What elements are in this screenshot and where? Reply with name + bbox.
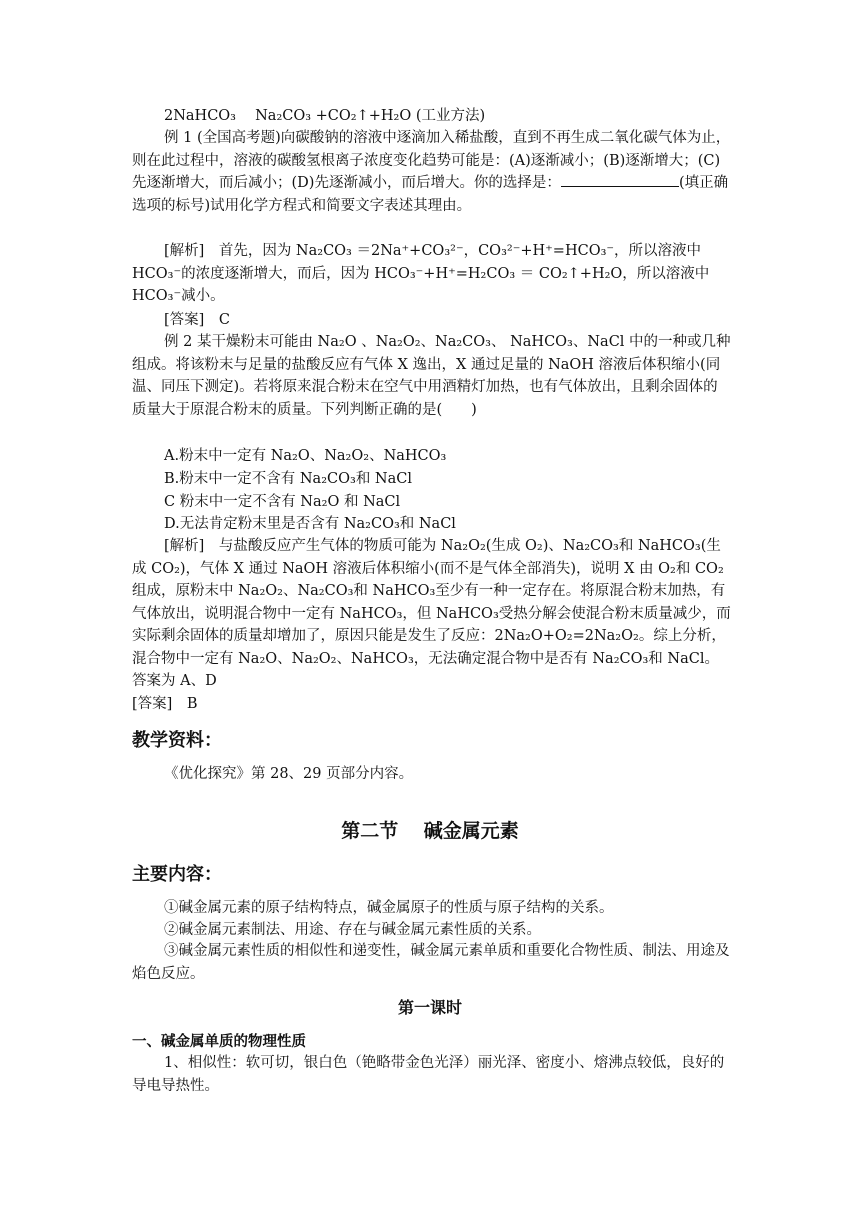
example-2-answer: [答案] B (132, 696, 198, 712)
materials-heading: 教学资料： (132, 730, 222, 751)
example-1-text: 例 1 (全国高考题)向碳酸钠的溶液中逐滴加入稀盐酸，直到不再生成二氧化碳气体为止，则在此过程中，溶液的碳酸氢根离子浓度变化趋势可能是：(A)逐渐减小；(B)逐渐增大；(C)先逐渐增大，而后减小；(D)先逐渐减小，而后增大。你的选择是： (132, 130, 731, 191)
option-c: C 粉末中一定不含有 Na₂O 和 NaCl (164, 494, 401, 510)
example-1-analysis: [解析] 首先，因为 Na₂CO₃ ＝2Na⁺+CO₃²⁻，CO₃²⁻+H⁺=HCO₃⁻，所以溶液中 HCO₃⁻的浓度逐渐增大，而后，因为 HCO₃⁻+H⁺=H₂CO₃ ＝ CO₂↑+H₂O，所以溶液中 HCO₃⁻减小。 (132, 243, 710, 304)
option-d: D.无法肯定粉末里是否含有 Na₂CO₃和 NaCl (164, 516, 456, 532)
reaction-equation: 2NaHCO₃ Na₂CO₃ +CO₂↑+H₂O (工业方法) (164, 108, 486, 124)
content-item-2: ②碱金属元素制法、用途、存在与碱金属元素性质的关系。 (164, 922, 541, 938)
physical-properties-heading: 一、碱金属单质的物理性质 (132, 1034, 306, 1050)
answer-blank (561, 172, 679, 187)
section-title: 第二节 碱金属元素 (341, 820, 519, 842)
example-1 (132, 127, 732, 217)
content-item-3: ③碱金属元素性质的相似性和递变性，碱金属元素单质和重要化合物性质、制法、用途及焰色反应。 (132, 943, 730, 982)
example-1-text-end: (填正确选项的标号)试用化学方程式和简要文字表述其理由。 (132, 175, 729, 214)
example-1-answer: [答案] C (164, 312, 230, 328)
lesson-title: 第一课时 (397, 998, 462, 1017)
main-content-heading: 主要内容： (132, 864, 222, 885)
example-2: 例 2 某干燥粉末可能由 Na₂O 、Na₂O₂、Na₂CO₃、 NaHCO₃、NaCl 中的一种或几种组成。将该粉末与足量的盐酸反应有气体 X 逸出，X 通过足量的 NaOH 溶液后体积缩小(同温、同压下测定)。若将原来混合粉末在空气中用酒精灯加热，也有气体放出，且剩余固体的质量大于原混合粉末的质量。下列判断正确的是( ) (132, 334, 731, 418)
example-2-analysis: [解析] 与盐酸反应产生气体的物质可能为 Na₂O₂(生成 O₂)、Na₂CO₃和 NaHCO₃(生成 CO₂)，气体 X 通过 NaOH 溶液后体积缩小(而不是气体全部消失)，说明 X 由 O₂和 CO₂组成，原粉末中 Na₂O₂、Na₂CO₃和 NaHCO₃至少有一种一定存在。将原混合粉末加热，有气体放出，说明混合物中一定有 NaHCO₃，但 NaHCO₃受热分解会使混合粉末质量减少，而实际剩余固体的质量却增加了，原因只能是发生了反应：2Na₂O+O₂=2Na₂O₂。综上分析，混合物中一定有 Na₂O、Na₂O₂、NaHCO₃，无法确定混合物中是否有 Na₂CO₃和 NaCl。答案为 A、D (132, 538, 731, 689)
option-b: B.粉末中一定不含有 Na₂CO₃和 NaCl (164, 471, 412, 487)
content-item-1: ①碱金属元素的原子结构特点，碱金属原子的性质与原子结构的关系。 (164, 900, 614, 916)
option-a: A.粉末中一定有 Na₂O、Na₂O₂、NaHCO₃ (164, 448, 447, 464)
materials-text: 《优化探究》第 28、29 页部分内容。 (164, 766, 414, 782)
physical-properties-text: 1、相似性：软可切，银白色（铯略带金色光泽）丽光泽、密度小、熔沸点较低，良好的导电导热性。 (132, 1055, 725, 1094)
